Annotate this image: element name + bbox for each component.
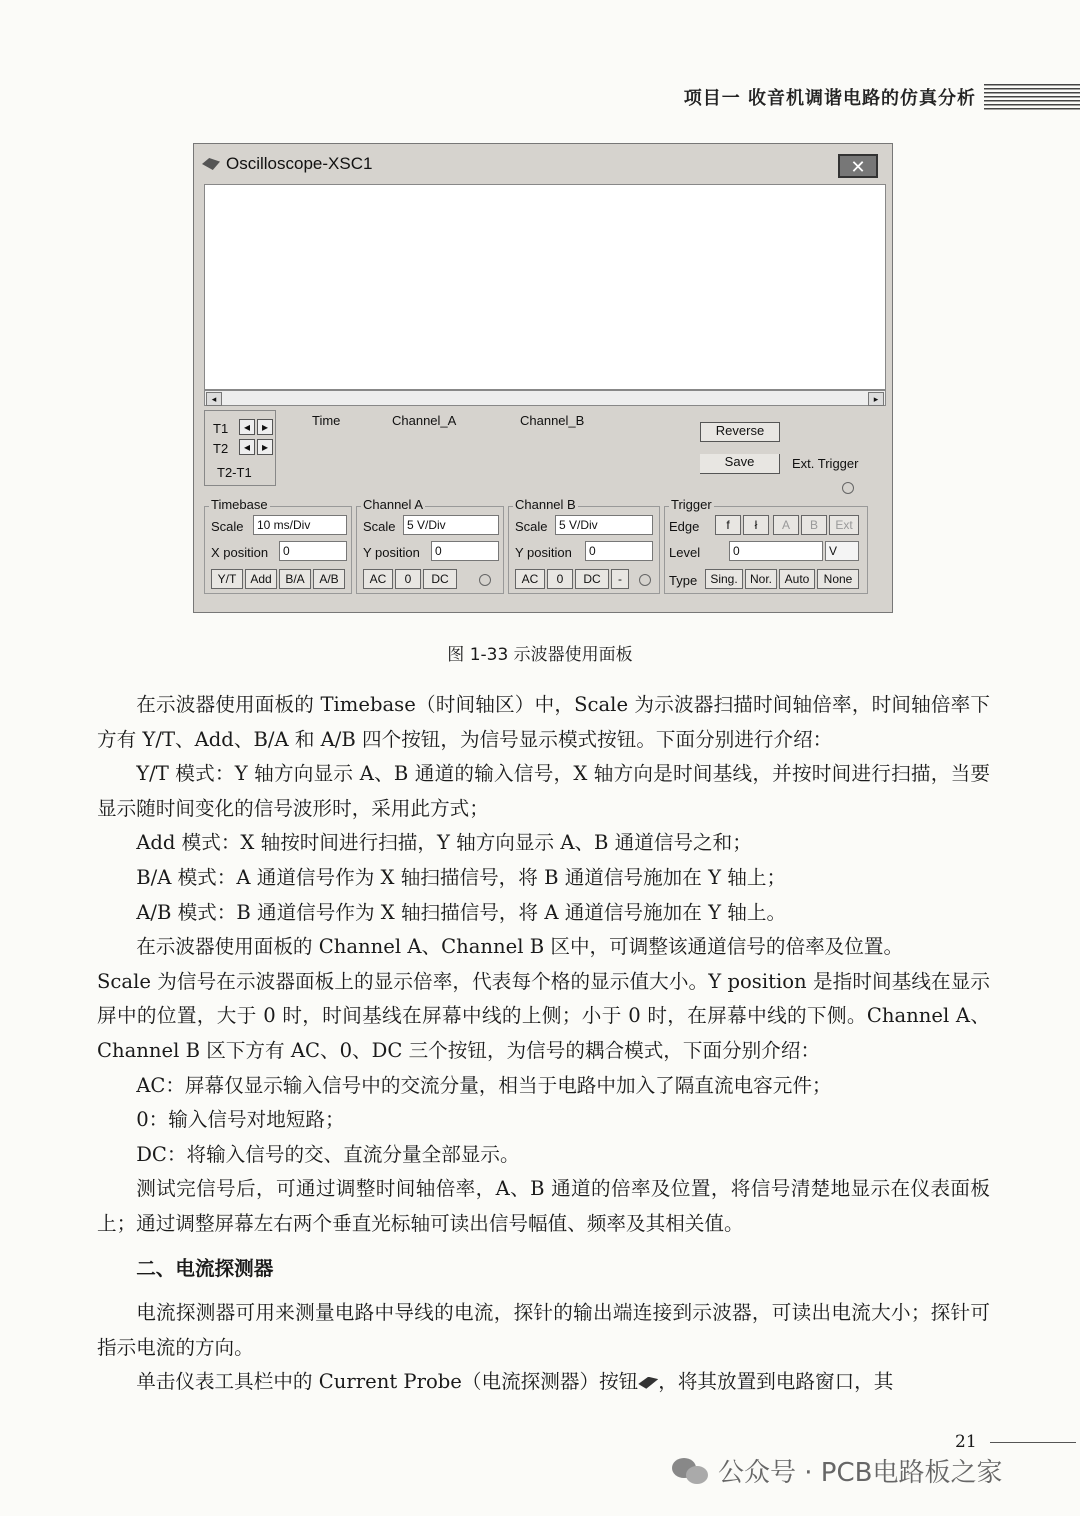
- current-probe-icon: [638, 1377, 658, 1389]
- channel-b-scale-label: Scale: [515, 519, 548, 534]
- t1-label: T1: [213, 421, 229, 436]
- header-decoration: [984, 84, 1080, 110]
- reverse-button[interactable]: Reverse: [700, 422, 780, 442]
- edge-rising-button[interactable]: f: [715, 515, 741, 535]
- trigger-group: [664, 497, 868, 594]
- timebase-scale-label: Scale: [211, 519, 244, 534]
- channel-b-zero-button[interactable]: 0: [547, 569, 573, 589]
- channel-a-radio[interactable]: [479, 574, 491, 586]
- paragraph: Scale 为信号在示波器面板上的显示倍率，代表每个格的显示值大小。Y position 是指时间基线在显示屏中的位置，大于 0 时，时间基线在屏幕中线的上侧；小于 0 时，在屏幕中线的下侧。Channel A、Channel B 区下方有 AC、0、DC 三个按钮，为信号的耦合模式，下面分别介绍：: [97, 969, 990, 1062]
- paragraph: AC：屏幕仅显示输入信号中的交流分量，相当于电路中加入了隔直流电容元件；: [136, 1073, 832, 1097]
- paragraph: 0：输入信号对地短路；: [136, 1108, 345, 1132]
- t2t1-label: T2-T1: [217, 465, 252, 480]
- header-title: 项目一 收音机调谐电路的仿真分析: [683, 88, 976, 109]
- paragraph: B/A 模式：A 通道信号作为 X 轴扫描信号，将 B 通道信号施加在 Y 轴上；: [136, 865, 787, 889]
- edge-label: Edge: [669, 519, 700, 534]
- watermark: [672, 1452, 1002, 1489]
- section-title: 二、电流探测器: [136, 1256, 274, 1280]
- channel-a-ypos-label: Y position: [363, 545, 420, 560]
- type-auto-button[interactable]: Auto: [779, 569, 815, 589]
- channel-b-radio[interactable]: [639, 574, 651, 586]
- paragraph: Y/T 模式：Y 轴方向显示 A、B 通道的输入信号，X 轴方向是时间基线，并按时间进行扫描，当要显示随时间变化的信号波形时，采用此方式；: [97, 762, 990, 820]
- channel-b-ac-button[interactable]: AC: [515, 569, 545, 589]
- oscilloscope-window: [193, 143, 893, 613]
- paragraph: A/B 模式：B 通道信号作为 X 轴扫描信号，将 A 通道信号施加在 Y 轴上。: [136, 900, 787, 924]
- mode-ab-button[interactable]: A/B: [313, 569, 345, 589]
- t2-left-icon[interactable]: ◂: [239, 439, 255, 455]
- wechat-icon: [672, 1456, 710, 1486]
- window-title-bar: [202, 154, 372, 174]
- readout-panel: [278, 410, 688, 486]
- trigger-ext-button[interactable]: Ext: [829, 515, 859, 535]
- mode-yt-button[interactable]: Y/T: [211, 569, 243, 589]
- channel-a-scale-label: Scale: [363, 519, 396, 534]
- body-text: [97, 688, 990, 1400]
- channel-a-title: Channel A: [363, 497, 423, 512]
- type-label: Type: [669, 573, 698, 588]
- mode-ba-button[interactable]: B/A: [279, 569, 311, 589]
- channel-b-invert-button[interactable]: -: [611, 569, 629, 589]
- t2-label: T2: [213, 441, 229, 456]
- window-title: Oscilloscope-XSC1: [226, 154, 373, 173]
- channel-a-dc-button[interactable]: DC: [423, 569, 457, 589]
- trigger-b-button[interactable]: B: [801, 515, 827, 535]
- type-normal-button[interactable]: Nor.: [745, 569, 777, 589]
- xpos-label: X position: [211, 545, 269, 560]
- scope-screen[interactable]: [204, 184, 886, 390]
- ext-trigger-label: Ext. Trigger: [792, 456, 859, 471]
- figure-caption: 图 1-33 示波器使用面板: [447, 645, 633, 665]
- xpos-field[interactable]: 0: [279, 541, 347, 561]
- channel-a-scale-field[interactable]: 5 V/Div: [403, 515, 499, 535]
- watermark-text: 公众号 · PCB电路板之家: [718, 1458, 1003, 1488]
- save-button[interactable]: Save: [700, 454, 780, 474]
- page-number-rule: [990, 1442, 1076, 1443]
- t2-right-icon[interactable]: ▸: [257, 439, 273, 455]
- paragraph: Add 模式：X 轴按时间进行扫描，Y 轴方向显示 A、B 通道信号之和；: [136, 831, 752, 855]
- channel-b-ypos-label: Y position: [515, 545, 572, 560]
- channel-b-group: [508, 497, 660, 594]
- cursor-controls: [204, 410, 276, 486]
- probe-logo-icon: [202, 158, 220, 170]
- channel-b-title: Channel B: [515, 497, 576, 512]
- type-none-button[interactable]: None: [817, 569, 859, 589]
- channel-b-ypos-field[interactable]: 0: [585, 541, 653, 561]
- col-time: Time: [312, 413, 341, 428]
- paragraph: 在示波器使用面板的 Channel A、Channel B 区中，可调整该通道信号的倍率及位置。: [136, 935, 904, 959]
- level-unit-field[interactable]: V: [825, 541, 859, 561]
- paragraph-start: 单击仪表工具栏中的 Current Probe（电流探测器）按钮: [136, 1370, 639, 1394]
- horizontal-scrollbar[interactable]: [204, 390, 886, 406]
- col-channel-a: Channel_A: [392, 413, 457, 428]
- paragraph-end: ，将其放置到电路窗口，其: [658, 1370, 894, 1394]
- page-number: 21: [955, 1432, 977, 1452]
- paragraph: 电流探测器可用来测量电路中导线的电流，探针的输出端连接到示波器，可读出电流大小；探针可指示电流的方向。: [97, 1301, 990, 1359]
- timebase-title: Timebase: [211, 497, 268, 512]
- channel-a-zero-button[interactable]: 0: [395, 569, 421, 589]
- channel-a-group: [356, 497, 504, 594]
- channel-a-ypos-field[interactable]: 0: [431, 541, 499, 561]
- paragraph: [97, 1365, 990, 1400]
- scroll-left-icon[interactable]: ◂: [206, 392, 222, 406]
- close-icon[interactable]: ✕: [838, 154, 878, 178]
- timebase-group: [204, 497, 352, 594]
- running-header: [684, 82, 1080, 112]
- edge-falling-button[interactable]: ł: [743, 515, 769, 535]
- channel-a-ac-button[interactable]: AC: [363, 569, 393, 589]
- trigger-title: Trigger: [671, 497, 712, 512]
- level-label: Level: [669, 545, 701, 560]
- t1-left-icon[interactable]: ◂: [239, 419, 255, 435]
- channel-b-dc-button[interactable]: DC: [575, 569, 609, 589]
- paragraph: 测试完信号后，可通过调整时间轴倍率，A、B 通道的倍率及位置，将信号清楚地显示在仪表面板上；通过调整屏幕左右两个垂直光标轴可读出信号幅值、频率及其相关值。: [97, 1177, 990, 1235]
- paragraph: DC：将输入信号的交、直流分量全部显示。: [136, 1142, 520, 1166]
- level-field[interactable]: 0: [729, 541, 823, 561]
- trigger-a-button[interactable]: A: [773, 515, 799, 535]
- type-single-button[interactable]: Sing.: [705, 569, 743, 589]
- col-channel-b: Channel_B: [520, 413, 585, 428]
- paragraph: 在示波器使用面板的 Timebase（时间轴区）中，Scale 为示波器扫描时间轴倍率，时间轴倍率下方有 Y/T、Add、B/A 和 A/B 四个按钮，为信号显示模式按钮。下面分别进行介绍：: [97, 693, 990, 751]
- mode-add-button[interactable]: Add: [245, 569, 277, 589]
- timebase-scale-field[interactable]: 10 ms/Div: [253, 515, 347, 535]
- scroll-right-icon[interactable]: ▸: [868, 392, 884, 406]
- ext-trigger-radio[interactable]: [842, 482, 854, 494]
- channel-b-scale-field[interactable]: 5 V/Div: [555, 515, 653, 535]
- t1-right-icon[interactable]: ▸: [257, 419, 273, 435]
